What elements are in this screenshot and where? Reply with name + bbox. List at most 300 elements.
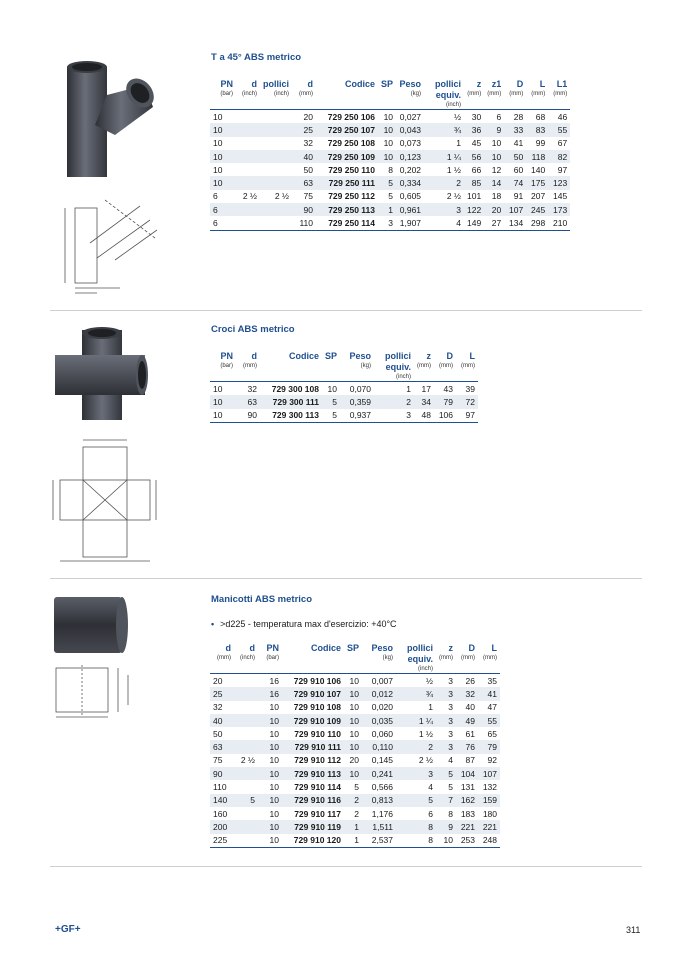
table-cell: 92: [487, 755, 498, 766]
table-row: [210, 123, 570, 136]
table-cell: 8: [396, 820, 436, 833]
table-cell: 132: [482, 782, 498, 793]
table-row: [210, 687, 500, 700]
table-cell: 90: [236, 409, 260, 423]
table-cell: 729 300 108: [260, 382, 322, 396]
table-cell: 9: [436, 820, 456, 833]
table-cell: 4: [448, 755, 454, 766]
table-cell: 10: [213, 164, 223, 175]
table-cell: 90: [292, 203, 316, 216]
table-cell: 91: [513, 191, 524, 202]
table-cell: [234, 767, 258, 780]
table-cell: 79: [478, 740, 500, 753]
table-cell: 131: [460, 782, 476, 793]
table-cell: 79: [434, 395, 456, 408]
table-row: [210, 780, 500, 793]
table-cell: 10: [258, 794, 282, 807]
table-cell: 40: [210, 714, 234, 727]
table-cell: 10: [344, 714, 362, 727]
table-row: [210, 754, 500, 767]
table-row: [210, 714, 500, 727]
table-cell: 5: [322, 409, 340, 423]
table-cell: 66: [471, 164, 482, 175]
tee-45-drawing: [45, 188, 165, 298]
table-row: [210, 137, 570, 150]
table-cell: 729 910 112: [294, 755, 341, 766]
table-row: [210, 409, 478, 423]
table-row: [210, 176, 570, 189]
table-cell: 729 910 109: [282, 714, 344, 727]
table-cell: 10: [269, 755, 279, 766]
table-cell: 729 910 108: [293, 702, 341, 713]
table-cell: [260, 123, 292, 136]
table-cell: 10: [210, 150, 236, 163]
table-cell: [260, 216, 292, 230]
table-cell: 729 910 113: [282, 767, 344, 780]
table-cell: 16: [258, 674, 282, 688]
table-row: [210, 740, 500, 753]
table-cell: [236, 150, 260, 163]
table-cell: 2 ½: [418, 755, 434, 766]
table-cell: 2: [354, 808, 360, 819]
table-cell: 10: [378, 123, 396, 136]
table-cell: 253: [456, 834, 478, 848]
table-cell: 32: [456, 687, 478, 700]
table-cell: 67: [557, 138, 568, 149]
table-cell: 149: [464, 216, 484, 230]
table-cell: 110: [292, 216, 316, 230]
table-cell: 10: [258, 714, 282, 727]
section-title-coupling: Manicotti ABS metrico: [211, 594, 312, 605]
table-cell: 10: [210, 176, 236, 189]
table-cell: 87: [465, 755, 476, 766]
table-cell: 0,020: [371, 702, 394, 713]
table-cell: 0,060: [371, 728, 394, 739]
table-cell: 41: [478, 687, 500, 700]
table-cell: 2 ½: [446, 191, 462, 202]
table-cell: 1 ¼: [396, 714, 436, 727]
table-cell: 65: [487, 728, 498, 739]
table-cell: [234, 807, 258, 820]
table-cell: 10: [258, 740, 282, 753]
table-cell: [236, 216, 260, 230]
section-title-cross: Croci ABS metrico: [211, 324, 295, 335]
table-cell: 1 ¼: [424, 150, 464, 163]
table-cell: [236, 176, 260, 189]
table-row: [210, 163, 570, 176]
table-cell: [234, 780, 258, 793]
table-cell: 0,035: [362, 714, 396, 727]
table-cell: 0,334: [396, 176, 424, 189]
table-cell: 7: [436, 794, 456, 807]
table-cell: [236, 110, 260, 124]
table-cell: 1: [344, 820, 362, 833]
table-cell: [236, 203, 260, 216]
table-cell: 140: [531, 164, 546, 175]
table-cell: 1: [374, 382, 414, 396]
table-cell: 30: [464, 110, 484, 124]
table-cell: 63: [210, 740, 234, 753]
table-cell: 1 ½: [418, 728, 434, 739]
table-cell: 3: [448, 702, 454, 713]
table-cell: 5: [378, 176, 396, 189]
table-cell: 134: [504, 216, 526, 230]
table-cell: 245: [526, 203, 548, 216]
table-cell: 10: [383, 138, 394, 149]
table-cell: 10: [322, 382, 340, 396]
table-cell: ¾: [424, 123, 464, 136]
table-cell: 6: [213, 191, 218, 202]
table-cell: 99: [535, 138, 546, 149]
table-cell: 0,007: [362, 674, 396, 688]
table-cell: 3: [436, 687, 456, 700]
table-cell: 47: [487, 702, 498, 713]
table-cell: 729 910 116: [282, 794, 344, 807]
table-cell: [260, 203, 292, 216]
table-cell: 3: [374, 409, 414, 423]
table-cell: 10: [269, 808, 279, 819]
table-row: [210, 382, 478, 396]
table-cell: 729 250 113: [316, 203, 378, 216]
table-cell: 110: [213, 782, 227, 793]
table-cell: 20: [349, 755, 360, 766]
table-cell: 3: [448, 728, 454, 739]
table-cell: 10: [210, 395, 236, 408]
table-cell: 175: [526, 176, 548, 189]
table-cross: PN (bar) d (mm) Codice SP Peso (kg) pollici equiv. (inch) z (mm) D (mm) L (mm) 10 32 729 300 108 10 0,070 1 17 43 39 10 63 729 300 111 5 0,359 2 34 79 72 10 90 729 300 113 5 0,937 3 48 106 97: [210, 351, 478, 423]
table-row: [210, 674, 500, 688]
table-cell: 35: [478, 674, 500, 688]
separator: [50, 866, 642, 867]
table-row: [210, 150, 570, 163]
table-cell: [234, 834, 258, 848]
table-cell: 0,566: [371, 782, 394, 793]
table-cell: 82: [548, 150, 570, 163]
table-cell: [234, 674, 258, 688]
table-cell: 90: [210, 767, 234, 780]
table-cell: 123: [548, 176, 570, 189]
table-cell: 17: [414, 382, 434, 396]
gf-logo: +GF+: [55, 924, 81, 935]
table-cell: 729 300 113: [260, 409, 322, 423]
table-cell: [234, 740, 258, 753]
table-cell: 20: [210, 674, 234, 688]
table-cell: 10: [258, 820, 282, 833]
table-cell: 32: [236, 382, 260, 396]
table-cell: 25: [292, 123, 316, 136]
table-cell: 83: [526, 123, 548, 136]
table-cell: ½: [396, 674, 436, 688]
table-cell: 221: [456, 820, 478, 833]
table-cell: 107: [478, 767, 500, 780]
table-cell: 0,110: [362, 740, 396, 753]
table-cell: 1,176: [371, 808, 394, 819]
table-cell: 20: [484, 203, 504, 216]
table-cell: 40: [292, 150, 316, 163]
table-cell: 5: [322, 395, 340, 408]
table-cell: 1,511: [362, 820, 396, 833]
table-cell: 50: [303, 164, 314, 175]
table-cell: 207: [531, 191, 546, 202]
table-cell: [234, 820, 258, 833]
table-cell: 729 250 110: [328, 164, 376, 175]
table-cell: 107: [504, 203, 526, 216]
table-cell: 48: [414, 409, 434, 423]
table-cell: 3: [396, 767, 436, 780]
table-cell: ½: [424, 110, 464, 124]
table-tee-45: PN (bar) d (inch) pollici (inch) d (mm) Codice SP Peso (kg) pollici equiv. (inch) z (mm) z1 (mm) D (mm) L (mm) L1 (mm) 10 20 729 250 106 10 0,027 ½ 30 6 28 68 46 10 25 729 250 107 10 0,043 ¾ 36 9 33 83 55 10 32 729 250 108 10 0,073 1 45 10 41 99 67 10 40 729 250 109 10 0,123 1 ¼ 56 10 50 118 82 10 50 729 250 110 8 0,202 1 ½ 66 12 60 140 97 10 63 729 250 111 5 0,334 2 85 14 74 175 123 6 2 ½ 2 ½ 75 729 250 112 5 0,605 2 ½ 101 18 91 207 145 6 90 729 250 113 1 0,961 3 122 20 107 245 173 6 110 729 250 114 3 1,907 4 149 27 134 298 210: [210, 79, 570, 231]
table-cell: 8: [388, 164, 394, 175]
table-cell: 729 910 110: [294, 728, 341, 739]
table-cell: 4: [428, 782, 434, 793]
table-cell: 2: [374, 395, 414, 408]
table-cell: 729 250 107: [316, 123, 378, 136]
table-cell: 68: [526, 110, 548, 124]
table-cell: 1,907: [396, 216, 424, 230]
coupling-photo: [50, 593, 130, 658]
cross-photo: [50, 325, 150, 425]
table-cell: 3: [436, 674, 456, 688]
table-cell: 729 250 109: [316, 150, 378, 163]
table-cell: 20: [292, 110, 316, 124]
table-cell: 60: [513, 164, 524, 175]
table-cell: 25: [210, 687, 234, 700]
table-cell: 0,937: [340, 409, 374, 423]
table-cell: 0,241: [362, 767, 396, 780]
table-cell: 140: [210, 794, 234, 807]
table-cell: 10: [269, 702, 279, 713]
table-cell: 225: [210, 834, 234, 848]
table-cell: 49: [456, 714, 478, 727]
table-cell: 97: [456, 409, 478, 423]
table-cell: 729 910 111: [282, 740, 344, 753]
table-cell: 40: [465, 702, 476, 713]
table-cell: 39: [456, 382, 478, 396]
table-row: [210, 203, 570, 216]
table-cell: [234, 714, 258, 727]
table-cell: 0,961: [396, 203, 424, 216]
table-coupling: d (mm) d (inch) PN (bar) Codice SP Peso (kg) pollici equiv. (inch) z (mm) D (mm) L (mm) 20 16 729 910 106 10 0,007 ½ 3 26 35 25 16 729 910 107 10 0,012 ¾ 3 32 41 32 10 729 910 108 10 0,020 1 3 40 47 40 10 729 910 109 10 0,035 1 ¼ 3 49 55 50 10 729 910 110 10 0,060 1 ½ 3 61 65 63 10 729 910 111 10 0,110 2 3 76 79 75 2 ½ 10 729 910 112 20 0,145 2 ½ 4 87 92 90 10 729 910 113 10 0,241 3 5 104 107 110 10 729 910 114 5 0,566 4 5 131 132 140 5 10 729 910 116 2 0,813 5 7 162 159 160 10 729 910 117 2 1,176 6 8 183 180 200 10 729 910 119 1 1,511 8 9 221 221 225 10 729 910 120 1 2,537 8 10 253 248: [210, 643, 500, 848]
table-cell: 6: [428, 808, 434, 819]
table-cell: 2: [424, 176, 464, 189]
table-cell: 36: [464, 123, 484, 136]
note-bullet: [211, 619, 397, 629]
table-cell: 50: [213, 728, 223, 739]
table-cell: 5: [448, 782, 454, 793]
table-cell: 76: [456, 740, 478, 753]
table-cell: 55: [478, 714, 500, 727]
table-cell: 210: [548, 216, 570, 230]
table-cell: 10: [344, 687, 362, 700]
table-cell: [234, 727, 258, 740]
table-cell: 2 ½: [274, 191, 290, 202]
table-cell: 46: [548, 110, 570, 124]
table-cell: 4: [424, 216, 464, 230]
bullet-icon: •: [211, 619, 215, 629]
table-cell: 729 910 120: [282, 834, 344, 848]
table-cell: 1: [378, 203, 396, 216]
table-cell: 10: [491, 138, 502, 149]
table-cell: 27: [484, 216, 504, 230]
table-cell: 18: [491, 191, 502, 202]
table-cell: 8: [448, 808, 454, 819]
table-cell: 10: [258, 834, 282, 848]
table-row: [210, 794, 500, 807]
table-cell: 5: [396, 794, 436, 807]
table-cell: 729 910 114: [294, 782, 341, 793]
table-cell: 101: [467, 191, 482, 202]
table-cell: 0,813: [362, 794, 396, 807]
table-cell: 6: [210, 203, 236, 216]
table-cell: 122: [464, 203, 484, 216]
table-cell: 3: [436, 740, 456, 753]
table-cell: 72: [456, 395, 478, 408]
table-cell: 10: [213, 138, 223, 149]
section-title-tee-45: T a 45° ABS metrico: [211, 52, 302, 63]
table-cell: 180: [482, 808, 498, 819]
table-cell: [260, 150, 292, 163]
table-cell: [234, 687, 258, 700]
table-cell: 10: [210, 110, 236, 124]
table-cell: 729 250 114: [316, 216, 378, 230]
page-number: 311: [626, 925, 641, 935]
table-cell: 61: [465, 728, 476, 739]
table-cell: 56: [464, 150, 484, 163]
coupling-drawing: [48, 660, 138, 720]
table-cell: 2 ½: [242, 191, 257, 202]
table-cell: 3: [436, 714, 456, 727]
table-cell: [236, 163, 260, 176]
table-cell: 729 250 108: [327, 138, 376, 149]
table-cell: 16: [258, 687, 282, 700]
table-cell: 0,012: [362, 687, 396, 700]
table-cell: 0,027: [396, 110, 424, 124]
table-cell: 8: [396, 834, 436, 848]
table-cell: 0,070: [340, 382, 374, 396]
table-cell: 729 300 111: [260, 395, 322, 408]
table-cell: 729 250 111: [316, 176, 378, 189]
table-row: [210, 807, 500, 820]
table-cell: 1: [344, 834, 362, 848]
table-cell: 2,537: [362, 834, 396, 848]
table-row: [210, 216, 570, 230]
table-cell: 729 910 119: [282, 820, 344, 833]
table-cell: 1 ½: [446, 164, 462, 175]
table-cell: 104: [456, 767, 478, 780]
table-cell: 3: [378, 216, 396, 230]
table-cell: 729 910 107: [282, 687, 344, 700]
table-cell: 97: [557, 164, 568, 175]
table-row: [210, 727, 500, 740]
table-cell: [234, 701, 258, 714]
table-row: [210, 820, 500, 833]
table-cell: 9: [484, 123, 504, 136]
table-cell: 160: [213, 808, 228, 819]
table-cell: ¾: [396, 687, 436, 700]
table-cell: 10: [269, 728, 279, 739]
table-cell: [236, 123, 260, 136]
table-cell: 10: [258, 767, 282, 780]
table-cell: 10: [378, 150, 396, 163]
table-cell: 2 ½: [240, 755, 255, 766]
table-cell: 55: [548, 123, 570, 136]
table-cell: 50: [504, 150, 526, 163]
table-cell: 12: [491, 164, 502, 175]
table-row: [210, 110, 570, 124]
separator: [50, 578, 642, 579]
table-cell: 26: [456, 674, 478, 688]
table-cell: 221: [478, 820, 500, 833]
table-cell: 10: [349, 702, 360, 713]
note-text: >d225 - temperatura max d'esercizio: +40°C: [220, 619, 397, 629]
table-cell: 0,123: [396, 150, 424, 163]
table-cell: 173: [548, 203, 570, 216]
table-cell: 10: [349, 728, 360, 739]
table-cell: 200: [210, 820, 234, 833]
table-cell: 0,145: [371, 755, 394, 766]
table-row: [210, 701, 500, 714]
table-cell: 10: [436, 834, 456, 848]
separator: [50, 310, 642, 311]
table-cell: 5: [436, 767, 456, 780]
table-cell: 5: [388, 191, 394, 202]
table-cell: 729 910 117: [294, 808, 341, 819]
table-cell: 2: [396, 740, 436, 753]
table-cell: 28: [504, 110, 526, 124]
table-cell: 0,043: [396, 123, 424, 136]
cross-drawing: [48, 435, 163, 565]
table-row: [210, 834, 500, 848]
table-cell: 45: [471, 138, 482, 149]
table-cell: 6: [484, 110, 504, 124]
table-row: [210, 395, 478, 408]
table-cell: [260, 110, 292, 124]
table-cell: 41: [513, 138, 524, 149]
table-cell: 14: [484, 176, 504, 189]
tee-45-photo: [55, 55, 155, 180]
table-cell: 5: [354, 782, 360, 793]
table-cell: 75: [303, 191, 314, 202]
table-cell: [260, 137, 292, 150]
table-cell: [260, 163, 292, 176]
table-cell: 729 250 112: [328, 191, 376, 202]
table-cell: 10: [210, 382, 236, 396]
table-cell: 3: [424, 203, 464, 216]
table-cell: 729 910 106: [282, 674, 344, 688]
table-cell: 74: [504, 176, 526, 189]
table-cell: 6: [210, 216, 236, 230]
table-cell: 63: [236, 395, 260, 408]
table-cell: 34: [414, 395, 434, 408]
table-cell: 106: [434, 409, 456, 423]
table-cell: 0,359: [340, 395, 374, 408]
table-row: [210, 767, 500, 780]
table-cell: 63: [292, 176, 316, 189]
table-cell: 10: [378, 110, 396, 124]
table-cell: [236, 137, 260, 150]
table-cell: 10: [269, 782, 279, 793]
table-cell: 248: [478, 834, 500, 848]
table-cell: 118: [526, 150, 548, 163]
table-cell: 2: [344, 794, 362, 807]
table-cell: 145: [553, 191, 568, 202]
table-cell: 5: [234, 794, 258, 807]
table-cell: 43: [434, 382, 456, 396]
table-cell: 33: [504, 123, 526, 136]
table-cell: 298: [526, 216, 548, 230]
table-cell: 10: [344, 740, 362, 753]
table-cell: 10: [484, 150, 504, 163]
